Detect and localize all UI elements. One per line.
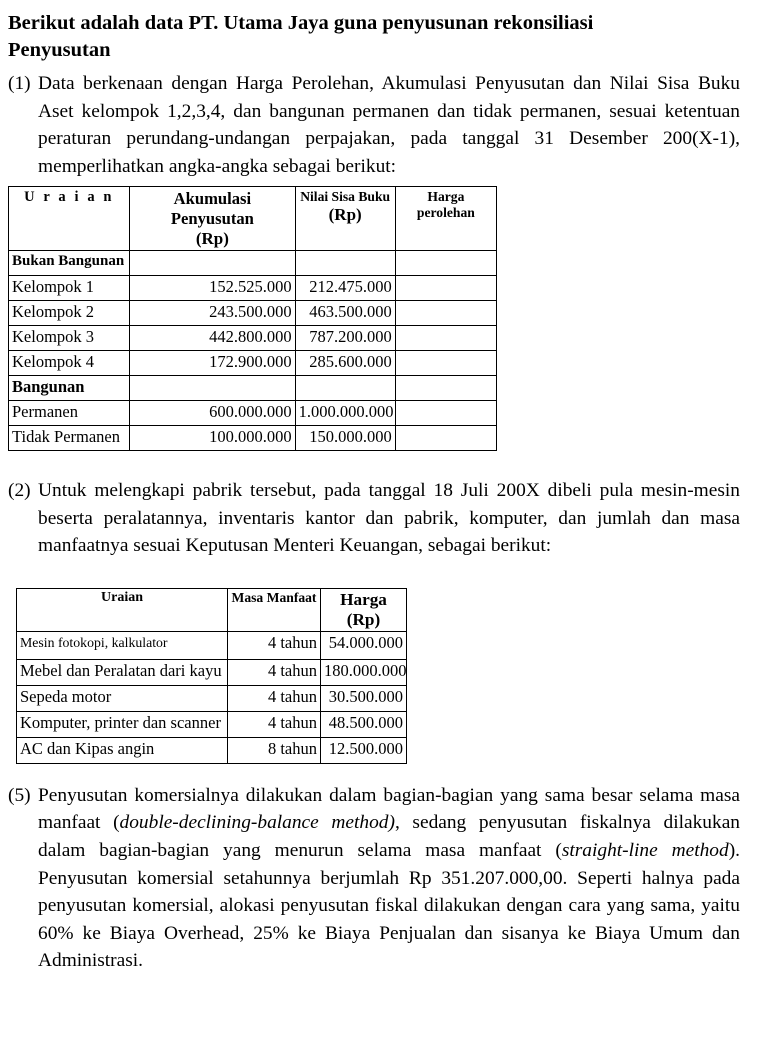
- cell-harga: 30.500.000: [321, 685, 407, 711]
- paragraph-5-italic-1: double-declining-balance method): [119, 812, 395, 834]
- cell-akumulasi-penyusutan: [130, 376, 295, 401]
- table-row: [9, 301, 497, 326]
- cell-harga-perolehan: [395, 276, 496, 301]
- table-header-row: [17, 588, 407, 631]
- cell-harga: 12.500.000: [321, 737, 407, 763]
- cell-harga-perolehan: [395, 426, 496, 451]
- paragraph-5: [8, 782, 740, 975]
- depreciation-table: [8, 186, 497, 451]
- table-row: [9, 376, 497, 401]
- cell-masa-manfaat: 4 tahun: [228, 659, 321, 685]
- cell-uraian: AC dan Kipas angin: [17, 737, 228, 763]
- paragraph-2-text: Untuk melengkapi pabrik tersebut, pada tanggal 18 Juli 200X dibeli pula mesin-mesin beserta peralatannya, inventaris kantor dan pabrik, komputer, dan jumlah dan masa manfaatnya sesuai Keputusan Menteri Keuangan, sebagai berikut:: [38, 480, 740, 557]
- table-row: [17, 737, 407, 763]
- table-header-row: [9, 187, 497, 251]
- cell-masa-manfaat: 4 tahun: [228, 711, 321, 737]
- cell-masa-manfaat: 4 tahun: [228, 685, 321, 711]
- page-subtitle: Penyusutan: [8, 39, 111, 62]
- cell-harga: 54.000.000: [321, 631, 407, 659]
- table-row: [9, 276, 497, 301]
- cell-nilai-sisa-buku: 1.000.000.000: [295, 401, 395, 426]
- assets-table-head: [17, 588, 407, 631]
- cell-nilai-sisa-buku: 150.000.000: [295, 426, 395, 451]
- paragraph-5-text-part1: Penyusutan komersialnya dilakukan dalam bagian-bagian yang sama besar selama masa manfaat (: [38, 784, 740, 834]
- cell-uraian: Kelompok 2: [9, 301, 130, 326]
- column-header-nilai-sisa: [295, 187, 395, 251]
- cell-harga: 48.500.000: [321, 711, 407, 737]
- cell-uraian: Komputer, printer dan scanner: [17, 711, 228, 737]
- cell-harga-perolehan: [395, 251, 496, 276]
- cell-nilai-sisa-buku: 212.475.000: [295, 276, 395, 301]
- cell-uraian: Kelompok 3: [9, 326, 130, 351]
- paragraph-5-italic-2: straight-line method: [561, 840, 729, 862]
- paragraph-1: [8, 70, 740, 180]
- cell-harga-perolehan: [395, 326, 496, 351]
- table-row: [17, 631, 407, 659]
- cell-akumulasi-penyusutan: 100.000.000: [130, 426, 295, 451]
- table-row: [17, 711, 407, 737]
- paragraph-5-text-part2: , sedang penyusutan fiskalnya dilakukan dalam bagian-bagian yang menurun selama masa manfaat (: [38, 812, 740, 862]
- cell-nilai-sisa-buku: 787.200.000: [295, 326, 395, 351]
- cell-akumulasi-penyusutan: 442.800.000: [130, 326, 295, 351]
- cell-akumulasi-penyusutan: 172.900.000: [130, 351, 295, 376]
- assets-table-body: [17, 631, 407, 763]
- table-row: [17, 685, 407, 711]
- cell-nilai-sisa-buku: [295, 376, 395, 401]
- column-header-akumulasi-label: Akumulasi Penyusutan: [170, 189, 254, 229]
- cell-uraian: Mebel dan Peralatan dari kayu: [17, 659, 228, 685]
- cell-nilai-sisa-buku: [295, 251, 395, 276]
- table-row: [9, 401, 497, 426]
- cell-akumulasi-penyusutan: 600.000.000: [130, 401, 295, 426]
- depreciation-table-head: [9, 187, 497, 251]
- assets-table-wrapper: [8, 588, 740, 764]
- table-row: [17, 659, 407, 685]
- cell-harga-perolehan: [395, 351, 496, 376]
- cell-uraian: Mesin fotokopi, kalkulator: [17, 631, 228, 659]
- table-row: [9, 251, 497, 276]
- column-header-masa-manfaat: Masa Manfaat: [228, 588, 321, 631]
- cell-uraian: Sepeda motor: [17, 685, 228, 711]
- depreciation-table-body: [9, 251, 497, 451]
- cell-uraian: Bukan Bangunan: [9, 251, 130, 276]
- column-header-uraian: Uraian: [17, 588, 228, 631]
- cell-nilai-sisa-buku: 285.600.000: [295, 351, 395, 376]
- cell-masa-manfaat: 4 tahun: [228, 631, 321, 659]
- cell-uraian: Permanen: [9, 401, 130, 426]
- paragraph-1-marker: (1): [8, 73, 31, 95]
- cell-harga: 180.000.000: [321, 659, 407, 685]
- cell-uraian: Kelompok 1: [9, 276, 130, 301]
- cell-harga-perolehan: [395, 376, 496, 401]
- cell-uraian: Kelompok 4: [9, 351, 130, 376]
- paragraph-2: [8, 477, 740, 560]
- column-header-harga: Harga (Rp): [321, 588, 407, 631]
- paragraph-2-marker: (2): [8, 480, 31, 502]
- cell-harga-perolehan: [395, 401, 496, 426]
- cell-akumulasi-penyusutan: 152.525.000: [130, 276, 295, 301]
- cell-uraian: Bangunan: [9, 376, 130, 401]
- assets-table: [16, 588, 407, 764]
- depreciation-table-wrapper: [8, 186, 740, 451]
- table-row: [9, 351, 497, 376]
- cell-nilai-sisa-buku: 463.500.000: [295, 301, 395, 326]
- cell-harga-perolehan: [395, 301, 496, 326]
- column-header-uraian: U r a i a n: [9, 187, 130, 251]
- page-title: Berikut adalah data PT. Utama Jaya guna penyusunan rekonsiliasi: [8, 12, 594, 34]
- column-header-akumulasi: [130, 187, 295, 251]
- column-header-harga-perolehan: Harga perolehan: [395, 187, 496, 251]
- column-header-akumulasi-unit: (Rp): [195, 229, 229, 249]
- column-header-nilai-sisa-unit: (Rp): [328, 205, 362, 225]
- table-row: [9, 426, 497, 451]
- cell-uraian: Tidak Permanen: [9, 426, 130, 451]
- cell-masa-manfaat: 8 tahun: [228, 737, 321, 763]
- column-header-nilai-sisa-label: Nilai Sisa Buku: [300, 189, 391, 205]
- paragraph-1-text: Data berkenaan dengan Harga Perolehan, Akumulasi Penyusutan dan Nilai Sisa Buku Aset kelompok 1,2,3,4, dan bangunan permanen dan tidak permanen, sesuai ketentuan peraturan perundang-undangan perpajakan, pada tanggal 31 Desember 200(X-1), memperlihatkan angka-angka sebagai berikut:: [38, 73, 740, 177]
- paragraph-5-marker: (5): [8, 784, 31, 806]
- table-row: [9, 326, 497, 351]
- paragraph-5-text-part3: ). Penyusutan komersial setahunnya berjumlah Rp 351.207.000,00. Seperti halnya pada penyusutan komersial, alokasi penyusutan fiskal dilakukan dengan cara yang sama, yaitu 60% ke Biaya Overhead, 25% ke Biaya Penjualan dan sisanya ke Biaya Umum dan Administrasi.: [38, 840, 740, 972]
- cell-akumulasi-penyusutan: 243.500.000: [130, 301, 295, 326]
- cell-akumulasi-penyusutan: [130, 251, 295, 276]
